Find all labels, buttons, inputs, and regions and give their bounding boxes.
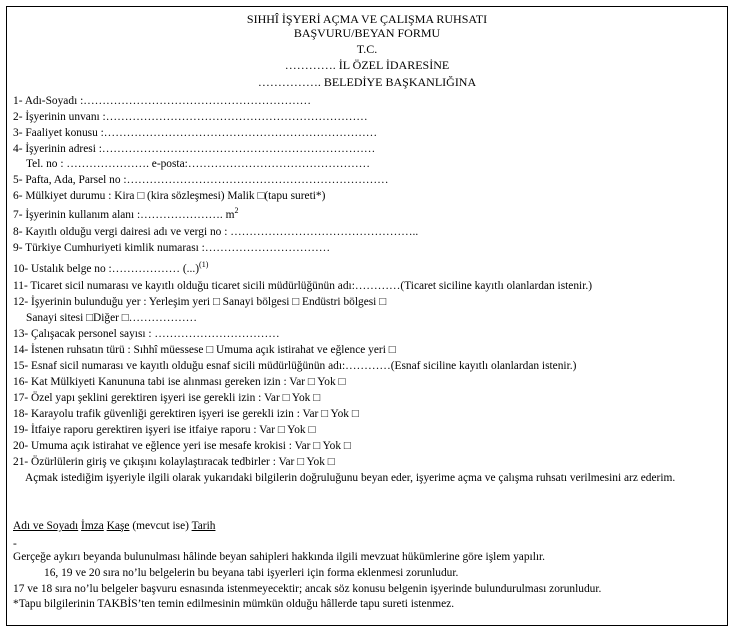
field-mastery-certificate <box>13 260 209 276</box>
field-ownership: 6- Mülkiyet durumu : Kira □ (kira sözleşmesi) Malik □(tapu sureti*) <box>13 190 326 202</box>
signature-stamp-note: (mevcut ise) <box>132 520 189 532</box>
note-onsite-docs: 17 ve 18 sıra no’lu belgeler başvuru esnasında istenmeyecektir; ancak söz konusu belgenin işyerinde bulundurulması zorunludur. <box>13 583 602 595</box>
field-activity: 3- Faaliyet konusu :……………………………………………………………… <box>13 127 378 139</box>
field-special-structure: 17- Özel yapı şeklini gerektiren işyeri ise gerekli izin : Var □ Yok □ <box>13 392 321 404</box>
field-traffic-safety: 18- Karayolu trafik güvenliği gerektiren işyeri ise gerekli izin : Var □ Yok □ <box>13 408 359 420</box>
field-parcel: 5- Pafta, Ada, Parsel no :…………………………………………………………… <box>13 174 389 186</box>
addressee-province: …………. İL ÖZEL İDARESİNE <box>284 58 450 72</box>
note-required-docs: 16, 19 ve 20 sıra no’lu belgelerin bu beyana tabi işyerleri için forma eklenmesi zorunludur. <box>44 567 459 579</box>
field-tax: 8- Kayıtlı olduğu vergi dairesi adı ve vergi no : ………………………………………….. <box>13 226 419 238</box>
signature-name: Adı ve Soyadı <box>13 520 79 532</box>
country-label: T.C. <box>356 42 378 56</box>
field-accessibility: 21- Özürlülerin giriş ve çıkışını kolaylaştıracak tedbirler : Var □ Yok □ <box>13 456 335 468</box>
field-license-type: 14- İstenen ruhsatın türü : Sıhhî müessese □ Umuma açık istirahat ve eğlence yeri □ <box>13 344 396 356</box>
signature-stamp: Kaşe <box>106 520 130 532</box>
form-title: SIHHÎ İŞYERİ AÇMA VE ÇALIŞMA RUHSATI <box>246 12 488 26</box>
field-area <box>13 206 239 222</box>
field-staff-count: 13- Çalışacak personel sayısı : …………………………… <box>13 328 280 340</box>
area-unit-superscript: 2 <box>234 206 239 216</box>
signature-line <box>13 520 215 533</box>
field-location: 12- İşyerinin bulunduğu yer : Yerleşim yeri □ Sanayi bölgesi □ Endüstri bölgesi □ <box>13 296 387 308</box>
signature-sign: İmza <box>81 520 104 532</box>
field-distance-sketch: 20- Umuma açık istirahat ve eğlence yeri ise mesafe krokisi : Var □ Yok □ <box>13 440 351 452</box>
field-id-number: 9- Türkiye Cumhuriyeti kimlik numarası :…………………………… <box>13 242 331 254</box>
field-area-text: 7- İşyerinin kullanım alanı :…………………. m <box>13 209 235 221</box>
declaration-text: Açmak istediğim işyeriyle ilgili olarak yukarıdaki bilgilerin doğruluğunu beyan eder, işyerime açma ve çalışma ruhsatı verilmesini arz ederim. <box>25 472 676 484</box>
form-subtitle: BAŞVURU/BEYAN FORMU <box>293 26 441 40</box>
field-name: 1- Adı-Soyadı :…………………………………………………… <box>13 95 312 107</box>
addressee-municipality: ……………. BELEDİYE BAŞKANLIĞINA <box>257 75 477 89</box>
field-fire-report: 19- İtfaiye raporu gerektiren işyeri ise itfaiye raporu : Var □ Yok □ <box>13 424 316 436</box>
note-title-deed: *Tapu bilgilerinin TAKBİS’ten temin edilmesinin mümkün olduğu hâllerde tapu sureti istenmez. <box>13 598 455 610</box>
field-phone-email: Tel. no : …………………. e-posta:………………………………………… <box>26 158 371 170</box>
footnote-marker: (1) <box>199 260 209 270</box>
note-false-declaration: Gerçeğe aykırı beyanda bulunulması hâlinde beyan sahipleri hakkında ilgili mevzuat hükümlerine göre işlem yapılır. <box>13 551 546 563</box>
field-location-other: Sanayi sitesi □Diğer □……………… <box>26 312 197 324</box>
field-mastery-text: 10- Ustalık belge no :……………… (...) <box>13 263 200 275</box>
signature-date: Tarih <box>191 520 216 532</box>
field-business-title: 2- İşyerinin unvanı :…………………………………………………………… <box>13 111 368 123</box>
notes-dash: - <box>13 538 17 550</box>
field-tradesman-registry: 15- Esnaf sicil numarası ve kayıtlı olduğu esnaf sicili müdürlüğünün adı:…………(Esnaf siciline kayıtlı olanlardan istenir.) <box>13 360 577 372</box>
field-address: 4- İşyerinin adresi :……………………………………………………………… <box>13 143 376 155</box>
field-condominium-permit: 16- Kat Mülkiyeti Kanununa tabi ise alınması gereken izin : Var □ Yok □ <box>13 376 346 388</box>
field-trade-registry: 11- Ticaret sicil numarası ve kayıtlı olduğu ticaret sicili müdürlüğünün adı:…………(Ticaret siciline kayıtlı olanlardan istenir.) <box>13 280 593 292</box>
